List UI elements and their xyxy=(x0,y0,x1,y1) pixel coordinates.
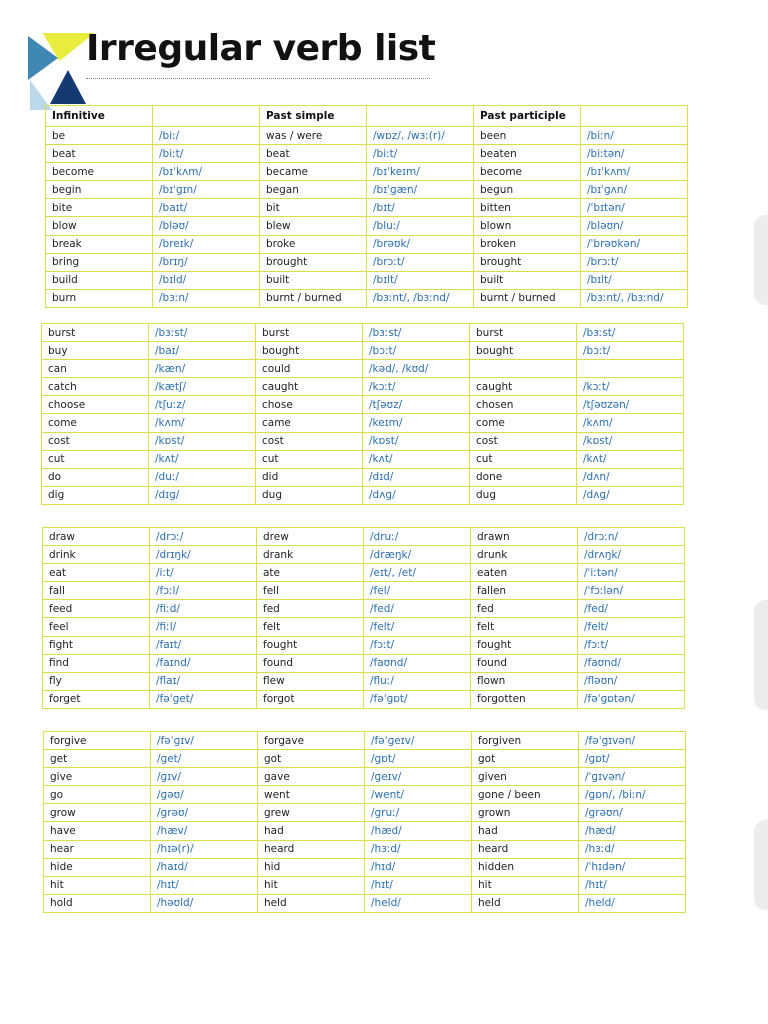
cell-past-simple: forgave xyxy=(258,732,365,750)
cell-past-participle-ipa: /ˈbrəʊkən/ xyxy=(581,235,688,253)
cell-past-simple: forgot xyxy=(257,690,364,708)
cell-past-simple: fought xyxy=(257,636,364,654)
cell-infinitive: buy xyxy=(42,342,149,360)
cell-infinitive-ipa: /haɪd/ xyxy=(151,858,258,876)
cell-past-participle: cost xyxy=(470,432,577,450)
table-row xyxy=(43,528,685,546)
cell-past-participle-ipa: /tʃəʊzən/ xyxy=(577,396,684,414)
cell-infinitive: burn xyxy=(46,289,153,307)
table-row xyxy=(43,618,685,636)
cell-past-participle-ipa: /bɪˈɡʌn/ xyxy=(581,181,688,199)
cell-infinitive: give xyxy=(44,768,151,786)
cell-past-simple: could xyxy=(256,360,363,378)
cell-past-simple-ipa: /brəʊk/ xyxy=(367,235,474,253)
table-row xyxy=(46,145,688,163)
cell-past-simple: found xyxy=(257,654,364,672)
cell-past-participle: dug xyxy=(470,486,577,504)
cell-past-participle-ipa: /ˈbɪtən/ xyxy=(581,199,688,217)
table-row xyxy=(44,858,686,876)
cell-past-participle: felt xyxy=(471,618,578,636)
cell-past-participle: come xyxy=(470,414,577,432)
cell-past-simple-ipa: /wɒz/, /wɜː(r)/ xyxy=(367,127,474,145)
cell-past-simple: bit xyxy=(260,199,367,217)
logo-navy-shape xyxy=(50,70,86,104)
cell-infinitive: be xyxy=(46,127,153,145)
cell-infinitive-ipa: /kʌm/ xyxy=(149,414,256,432)
cell-past-simple: chose xyxy=(256,396,363,414)
cell-past-participle: fought xyxy=(471,636,578,654)
cell-past-simple-ipa: /bluː/ xyxy=(367,217,474,235)
cell-past-simple-ipa: /tʃəʊz/ xyxy=(363,396,470,414)
cell-past-simple-ipa: /kʌt/ xyxy=(363,450,470,468)
cell-infinitive-ipa: /duː/ xyxy=(149,468,256,486)
cell-infinitive-ipa: /tʃuːz/ xyxy=(149,396,256,414)
title-divider xyxy=(86,78,430,79)
cell-past-participle xyxy=(470,360,577,378)
cell-past-participle: caught xyxy=(470,378,577,396)
cell-past-participle: forgiven xyxy=(472,732,579,750)
cell-past-simple: hid xyxy=(258,858,365,876)
cell-past-participle: hidden xyxy=(472,858,579,876)
cell-past-participle: burst xyxy=(470,324,577,342)
cell-infinitive: build xyxy=(46,271,153,289)
verb-table-2 xyxy=(41,323,684,505)
cell-infinitive: hide xyxy=(44,858,151,876)
cell-infinitive-ipa: /fəˈɡet/ xyxy=(150,690,257,708)
table-row xyxy=(43,600,685,618)
cell-past-participle: heard xyxy=(472,840,579,858)
cell-past-simple: ate xyxy=(257,564,364,582)
cell-infinitive: cost xyxy=(42,432,149,450)
cell-infinitive-ipa: /hɪə(r)/ xyxy=(151,840,258,858)
cell-past-simple-ipa: /bɔːt/ xyxy=(363,342,470,360)
cell-past-participle-ipa: /ɡɒn/, /biːn/ xyxy=(579,786,686,804)
header-infinitive: Infinitive xyxy=(46,106,153,127)
table-row xyxy=(46,181,688,199)
page-title: Irregular verb list xyxy=(86,28,436,69)
cell-past-simple-ipa: /fəˈɡeɪv/ xyxy=(365,732,472,750)
cell-past-simple-ipa: /faʊnd/ xyxy=(364,654,471,672)
cell-infinitive-ipa: /biː/ xyxy=(153,127,260,145)
cell-past-simple-ipa: /biːt/ xyxy=(367,145,474,163)
table-row xyxy=(42,342,684,360)
table-row xyxy=(43,690,685,708)
cell-infinitive: hear xyxy=(44,840,151,858)
cell-past-participle-ipa: /ɡrəʊn/ xyxy=(579,804,686,822)
cell-past-simple-ipa: /hɜːd/ xyxy=(365,840,472,858)
cell-infinitive: go xyxy=(44,786,151,804)
cell-past-simple-ipa: /dɪd/ xyxy=(363,468,470,486)
cell-past-simple-ipa: /fɔːt/ xyxy=(364,636,471,654)
cell-past-simple: fed xyxy=(257,600,364,618)
cell-past-participle: become xyxy=(474,163,581,181)
cell-past-participle-ipa: /fləʊn/ xyxy=(578,672,685,690)
cell-infinitive: break xyxy=(46,235,153,253)
cell-infinitive: feel xyxy=(43,618,150,636)
cell-infinitive: burst xyxy=(42,324,149,342)
cell-past-participle-ipa: /brɔːt/ xyxy=(581,253,688,271)
cell-past-participle: brought xyxy=(474,253,581,271)
cell-past-participle: given xyxy=(472,768,579,786)
cell-infinitive-ipa: /drɪŋk/ xyxy=(150,546,257,564)
cell-infinitive: do xyxy=(42,468,149,486)
cell-past-participle: flown xyxy=(471,672,578,690)
cell-infinitive: find xyxy=(43,654,150,672)
cell-infinitive-ipa: /flaɪ/ xyxy=(150,672,257,690)
cell-infinitive-ipa: /həʊld/ xyxy=(151,894,258,912)
cell-infinitive: bring xyxy=(46,253,153,271)
cell-infinitive-ipa: /faɪt/ xyxy=(150,636,257,654)
cell-past-participle: broken xyxy=(474,235,581,253)
cell-past-participle-ipa: /fəˈɡɪvən/ xyxy=(579,732,686,750)
cell-past-participle-ipa: /ˈiːtən/ xyxy=(578,564,685,582)
cell-past-simple-ipa: /felt/ xyxy=(364,618,471,636)
cell-past-simple: heard xyxy=(258,840,365,858)
cell-past-participle-ipa: /ˈɡɪvən/ xyxy=(579,768,686,786)
page-edge-shadow xyxy=(754,215,768,305)
cell-past-simple: had xyxy=(258,822,365,840)
cell-infinitive: can xyxy=(42,360,149,378)
cell-past-simple: felt xyxy=(257,618,364,636)
cell-infinitive-ipa: /kætʃ/ xyxy=(149,378,256,396)
verb-table-4 xyxy=(43,731,686,913)
cell-infinitive: blow xyxy=(46,217,153,235)
cell-past-simple: dug xyxy=(256,486,363,504)
cell-past-simple-ipa: /fel/ xyxy=(364,582,471,600)
cell-infinitive: become xyxy=(46,163,153,181)
table-row xyxy=(42,414,684,432)
cell-past-participle: grown xyxy=(472,804,579,822)
cell-past-simple-ipa: /dʌɡ/ xyxy=(363,486,470,504)
cell-past-simple-ipa: /bɜːst/ xyxy=(363,324,470,342)
table-row xyxy=(42,468,684,486)
table-row xyxy=(44,894,686,912)
cell-past-simple-ipa: /dræŋk/ xyxy=(364,546,471,564)
cell-past-simple-ipa: /keɪm/ xyxy=(363,414,470,432)
cell-infinitive-ipa: /bɜːst/ xyxy=(149,324,256,342)
cell-past-participle: fed xyxy=(471,600,578,618)
cell-past-participle: burnt / burned xyxy=(474,289,581,307)
cell-past-participle-ipa: /kʌm/ xyxy=(577,414,684,432)
cell-past-simple: fell xyxy=(257,582,364,600)
cell-past-participle-ipa: /held/ xyxy=(579,894,686,912)
cell-past-simple-ipa: /druː/ xyxy=(364,528,471,546)
cell-past-participle-ipa xyxy=(577,360,684,378)
cell-infinitive: drink xyxy=(43,546,150,564)
cell-past-simple: cut xyxy=(256,450,363,468)
cell-infinitive: fight xyxy=(43,636,150,654)
table-row xyxy=(42,396,684,414)
cell-past-participle-ipa: /dʌɡ/ xyxy=(577,486,684,504)
cell-infinitive-ipa: /ɡəʊ/ xyxy=(151,786,258,804)
table-row xyxy=(42,432,684,450)
cell-past-participle: blown xyxy=(474,217,581,235)
cell-past-participle-ipa: /hæd/ xyxy=(579,822,686,840)
cell-infinitive: hold xyxy=(44,894,151,912)
cell-infinitive: hit xyxy=(44,876,151,894)
cell-past-participle-ipa: /ˈhɪdən/ xyxy=(579,858,686,876)
cell-past-simple: did xyxy=(256,468,363,486)
cell-past-participle-ipa: /drɔːn/ xyxy=(578,528,685,546)
table-row xyxy=(44,840,686,858)
cell-past-participle: drunk xyxy=(471,546,578,564)
cell-past-simple: built xyxy=(260,271,367,289)
table-row xyxy=(42,324,684,342)
cell-past-simple: caught xyxy=(256,378,363,396)
cell-past-participle: got xyxy=(472,750,579,768)
cell-past-participle-ipa: /kʌt/ xyxy=(577,450,684,468)
cell-infinitive: begin xyxy=(46,181,153,199)
cell-past-participle-ipa: /biːtən/ xyxy=(581,145,688,163)
cell-infinitive-ipa: /bɪˈɡɪn/ xyxy=(153,181,260,199)
cell-past-participle-ipa: /biːn/ xyxy=(581,127,688,145)
cell-infinitive-ipa: /bɪld/ xyxy=(153,271,260,289)
cell-past-participle-ipa: /hɜːd/ xyxy=(579,840,686,858)
header-past-participle-ipa xyxy=(581,106,688,127)
cell-infinitive-ipa: /hɪt/ xyxy=(151,876,258,894)
cell-past-simple: went xyxy=(258,786,365,804)
cell-past-simple: hit xyxy=(258,876,365,894)
cell-past-simple: became xyxy=(260,163,367,181)
cell-past-simple-ipa: /fluː/ xyxy=(364,672,471,690)
cell-infinitive-ipa: /bləʊ/ xyxy=(153,217,260,235)
cell-past-simple-ipa: /went/ xyxy=(365,786,472,804)
cell-past-simple: burst xyxy=(256,324,363,342)
cell-infinitive: choose xyxy=(42,396,149,414)
cell-past-participle-ipa: /ˈfɔːlən/ xyxy=(578,582,685,600)
cell-past-simple-ipa: /hɪd/ xyxy=(365,858,472,876)
cell-past-participle: beaten xyxy=(474,145,581,163)
cell-past-participle-ipa: /bɪˈkʌm/ xyxy=(581,163,688,181)
cell-infinitive-ipa: /dɪɡ/ xyxy=(149,486,256,504)
cell-past-participle: drawn xyxy=(471,528,578,546)
cell-past-simple: brought xyxy=(260,253,367,271)
cell-past-participle: had xyxy=(472,822,579,840)
cell-infinitive-ipa: /kʌt/ xyxy=(149,450,256,468)
cell-past-simple: gave xyxy=(258,768,365,786)
cell-past-simple: cost xyxy=(256,432,363,450)
cell-infinitive: come xyxy=(42,414,149,432)
cell-past-simple: held xyxy=(258,894,365,912)
cell-past-participle-ipa: /hɪt/ xyxy=(579,876,686,894)
cell-infinitive-ipa: /kɒst/ xyxy=(149,432,256,450)
cell-past-participle: been xyxy=(474,127,581,145)
cell-infinitive: forgive xyxy=(44,732,151,750)
cell-past-simple-ipa: /kəd/, /kʊd/ xyxy=(363,360,470,378)
cell-past-simple: beat xyxy=(260,145,367,163)
cell-past-simple: drank xyxy=(257,546,364,564)
cell-past-participle: found xyxy=(471,654,578,672)
table-row xyxy=(46,217,688,235)
cell-past-simple: blew xyxy=(260,217,367,235)
cell-past-participle: cut xyxy=(470,450,577,468)
cell-infinitive-ipa: /baɪ/ xyxy=(149,342,256,360)
cell-infinitive: grow xyxy=(44,804,151,822)
cell-infinitive: draw xyxy=(43,528,150,546)
cell-past-participle-ipa: /fed/ xyxy=(578,600,685,618)
cell-infinitive: eat xyxy=(43,564,150,582)
table-row xyxy=(44,804,686,822)
table-row xyxy=(46,127,688,145)
table-row xyxy=(43,564,685,582)
header-row xyxy=(46,106,688,127)
cell-past-simple-ipa: /bɪt/ xyxy=(367,199,474,217)
cell-past-simple: got xyxy=(258,750,365,768)
cell-infinitive: get xyxy=(44,750,151,768)
cell-past-simple-ipa: /fed/ xyxy=(364,600,471,618)
cell-past-participle-ipa: /faʊnd/ xyxy=(578,654,685,672)
cell-infinitive-ipa: /baɪt/ xyxy=(153,199,260,217)
cell-past-participle: done xyxy=(470,468,577,486)
cell-past-simple-ipa: /kɔːt/ xyxy=(363,378,470,396)
cell-past-simple-ipa: /ɡeɪv/ xyxy=(365,768,472,786)
header-past-participle: Past participle xyxy=(474,106,581,127)
table-row xyxy=(43,654,685,672)
cell-past-simple-ipa: /bɜːnt/, /bɜːnd/ xyxy=(367,289,474,307)
cell-past-participle: gone / been xyxy=(472,786,579,804)
cell-past-simple-ipa: /bɪlt/ xyxy=(367,271,474,289)
cell-infinitive-ipa: /fəˈɡɪv/ xyxy=(151,732,258,750)
cell-past-simple: grew xyxy=(258,804,365,822)
cell-infinitive-ipa: /drɔː/ xyxy=(150,528,257,546)
cell-past-simple-ipa: /fəˈɡɒt/ xyxy=(364,690,471,708)
cell-infinitive: have xyxy=(44,822,151,840)
cell-past-participle: hit xyxy=(472,876,579,894)
cell-past-participle-ipa: /bɜːnt/, /bɜːnd/ xyxy=(581,289,688,307)
cell-past-participle-ipa: /bɪlt/ xyxy=(581,271,688,289)
cell-past-simple-ipa: /bɪˈkeɪm/ xyxy=(367,163,474,181)
cell-infinitive-ipa: /bɜːn/ xyxy=(153,289,260,307)
cell-past-participle-ipa: /bɜːst/ xyxy=(577,324,684,342)
table-row xyxy=(46,253,688,271)
cell-past-simple-ipa: /brɔːt/ xyxy=(367,253,474,271)
cell-past-simple-ipa: /ɡruː/ xyxy=(365,804,472,822)
table-row xyxy=(42,486,684,504)
cell-infinitive: feed xyxy=(43,600,150,618)
cell-infinitive-ipa: /breɪk/ xyxy=(153,235,260,253)
cell-past-simple: drew xyxy=(257,528,364,546)
table-row xyxy=(43,672,685,690)
cell-past-participle-ipa: /dʌn/ xyxy=(577,468,684,486)
cell-infinitive-ipa: /kæn/ xyxy=(149,360,256,378)
cell-past-participle-ipa: /felt/ xyxy=(578,618,685,636)
cell-past-simple-ipa: /hæd/ xyxy=(365,822,472,840)
cell-past-simple: burnt / burned xyxy=(260,289,367,307)
cell-past-participle: bought xyxy=(470,342,577,360)
cell-past-participle-ipa: /drʌŋk/ xyxy=(578,546,685,564)
table-row xyxy=(44,876,686,894)
cell-infinitive-ipa: /fɔːl/ xyxy=(150,582,257,600)
page-edge-shadow xyxy=(754,820,768,910)
table-row xyxy=(44,768,686,786)
verb-table-1 xyxy=(45,105,688,308)
cell-past-participle: bitten xyxy=(474,199,581,217)
table-row xyxy=(43,546,685,564)
cell-infinitive-ipa: /hæv/ xyxy=(151,822,258,840)
table-row xyxy=(42,378,684,396)
cell-infinitive-ipa: /ɡrəʊ/ xyxy=(151,804,258,822)
cell-past-participle-ipa: /kɔːt/ xyxy=(577,378,684,396)
cell-infinitive-ipa: /biːt/ xyxy=(153,145,260,163)
cell-past-simple-ipa: /hɪt/ xyxy=(365,876,472,894)
table-row xyxy=(42,450,684,468)
table-row xyxy=(44,732,686,750)
cell-past-simple: flew xyxy=(257,672,364,690)
page-edge-shadow xyxy=(754,600,768,710)
table-row xyxy=(44,786,686,804)
table-row xyxy=(43,582,685,600)
table-row xyxy=(42,360,684,378)
table-row xyxy=(46,163,688,181)
cell-past-participle: fallen xyxy=(471,582,578,600)
cell-past-participle-ipa: /bləʊn/ xyxy=(581,217,688,235)
cell-infinitive-ipa: /ɡɪv/ xyxy=(151,768,258,786)
table-row xyxy=(44,822,686,840)
table-row xyxy=(43,636,685,654)
cell-infinitive-ipa: /fiːl/ xyxy=(150,618,257,636)
cell-past-simple: was / were xyxy=(260,127,367,145)
cell-infinitive-ipa: /fiːd/ xyxy=(150,600,257,618)
header-infinitive-ipa xyxy=(153,106,260,127)
cell-infinitive: fly xyxy=(43,672,150,690)
table-row xyxy=(44,750,686,768)
cell-past-participle: begun xyxy=(474,181,581,199)
cell-past-participle-ipa: /ɡɒt/ xyxy=(579,750,686,768)
cell-past-participle: eaten xyxy=(471,564,578,582)
cell-past-participle: held xyxy=(472,894,579,912)
cell-past-simple-ipa: /eɪt/, /et/ xyxy=(364,564,471,582)
cell-past-participle-ipa: /bɔːt/ xyxy=(577,342,684,360)
header-past-simple: Past simple xyxy=(260,106,367,127)
cell-infinitive: fall xyxy=(43,582,150,600)
cell-infinitive-ipa: /ɡet/ xyxy=(151,750,258,768)
cell-infinitive: dig xyxy=(42,486,149,504)
cell-infinitive: bite xyxy=(46,199,153,217)
cell-past-simple-ipa: /ɡɒt/ xyxy=(365,750,472,768)
cell-past-simple: broke xyxy=(260,235,367,253)
cell-infinitive-ipa: /faɪnd/ xyxy=(150,654,257,672)
cell-past-simple: bought xyxy=(256,342,363,360)
table-row xyxy=(46,289,688,307)
cell-past-simple: began xyxy=(260,181,367,199)
table-row xyxy=(46,235,688,253)
cell-infinitive: catch xyxy=(42,378,149,396)
cell-infinitive-ipa: /bɪˈkʌm/ xyxy=(153,163,260,181)
cell-past-participle: chosen xyxy=(470,396,577,414)
cell-past-simple-ipa: /held/ xyxy=(365,894,472,912)
cell-past-simple-ipa: /kɒst/ xyxy=(363,432,470,450)
cell-past-participle-ipa: /fɔːt/ xyxy=(578,636,685,654)
cell-infinitive: forget xyxy=(43,690,150,708)
table-row xyxy=(46,199,688,217)
cell-past-simple-ipa: /bɪˈɡæn/ xyxy=(367,181,474,199)
cell-past-participle: built xyxy=(474,271,581,289)
cell-infinitive-ipa: /brɪŋ/ xyxy=(153,253,260,271)
table-row xyxy=(46,271,688,289)
header-past-simple-ipa xyxy=(367,106,474,127)
cell-past-participle-ipa: /kɒst/ xyxy=(577,432,684,450)
cell-past-simple: came xyxy=(256,414,363,432)
cell-infinitive: beat xyxy=(46,145,153,163)
cell-past-participle: forgotten xyxy=(471,690,578,708)
verb-table-3 xyxy=(42,527,685,709)
cell-infinitive: cut xyxy=(42,450,149,468)
cell-past-participle-ipa: /fəˈɡɒtən/ xyxy=(578,690,685,708)
cell-infinitive-ipa: /iːt/ xyxy=(150,564,257,582)
